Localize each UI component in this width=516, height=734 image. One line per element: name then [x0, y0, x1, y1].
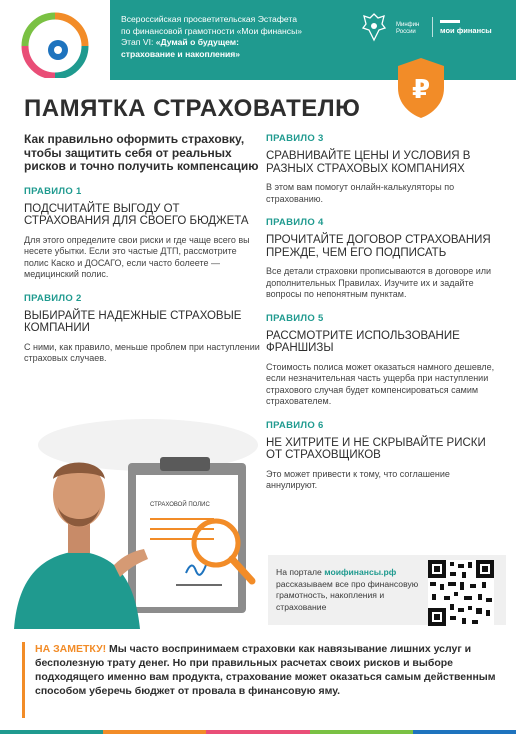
page-title: ПАМЯТКА СТРАХОВАТЕЛЮ	[24, 95, 361, 122]
left-column	[24, 133, 260, 377]
rule-1	[24, 186, 260, 281]
stage-label: Этап VI:	[121, 37, 156, 47]
rule-label: ПРАВИЛО 4	[266, 217, 324, 228]
portal-text	[276, 567, 426, 613]
rule-3	[266, 133, 502, 205]
rule-text: Стоимость полиса может оказаться намного дешевле, если незначительная часть ущерба при наступлении страхового случая будет компенсироваться самим страхователем.	[266, 361, 495, 406]
portal-rest: рассказываем все про финансовую грамотность, накопления и страхование	[276, 578, 419, 612]
rule-heading: НЕ ХИТРИТЕ И НЕ СКРЫВАЙТЕ РИСКИ ОТ СТРАХОВЩИКОВ	[266, 436, 486, 461]
rule-2	[24, 293, 260, 365]
rule-label: ПРАВИЛО 6	[266, 419, 324, 431]
rule-heading: ПРОЧИТАЙТЕ ДОГОВОР СТРАХОВАНИЯ ПРЕЖДЕ, ЧЕМ ЕГО ПОДПИСАТЬ	[266, 234, 491, 259]
coat-of-arms-icon	[362, 12, 386, 42]
portal-prefix: На портале	[276, 567, 325, 577]
qr-code-icon[interactable]	[428, 560, 494, 626]
ruble-shield-icon	[396, 56, 446, 120]
note-callout	[22, 642, 500, 718]
rule-label: ПРАВИЛО 3	[266, 133, 324, 144]
rule-text: В этом вам помогут онлайн-калькуляторы по страхованию.	[266, 182, 455, 204]
footer-color-strip	[0, 730, 516, 734]
rule-heading: РАССМОТРИТЕ ИСПОЛЬЗОВАНИЕ ФРАНШИЗЫ	[266, 329, 460, 354]
rule-label: ПРАВИЛО 2	[24, 292, 82, 304]
stage-title2: страхование и накопления»	[121, 48, 241, 59]
rule-6	[266, 420, 502, 492]
intro-text: Как правильно оформить страховку, чтобы защитить себя от реальных рисков и точно получить компенсацию	[24, 132, 259, 173]
note-mark: НА ЗАМЕТКУ!	[35, 643, 107, 655]
rule-text: С ними, как правило, меньше проблем при наступлении страховых случаев.	[24, 341, 260, 363]
rule-heading: ВЫБИРАЙТЕ НАДЕЖНЫЕ СТРАХОВЫЕ КОМПАНИИ	[24, 309, 242, 334]
rule-4	[266, 217, 502, 301]
header-divider	[432, 17, 433, 37]
header-stage	[121, 37, 336, 49]
rule-5	[266, 313, 502, 408]
svg-text:₽: ₽	[411, 75, 431, 105]
rule-heading: ПОДСЧИТАЙТЕ ВЫГОДУ ОТ СТРАХОВАНИЯ ДЛЯ СВОЕГО БЮДЖЕТА	[24, 202, 249, 227]
minfin-label: Минфин России	[396, 22, 420, 35]
rule-heading: СРАВНИВАЙТЕ ЦЕНЫ И УСЛОВИЯ В РАЗНЫХ СТРАХОВЫХ КОМПАНИЯХ	[266, 150, 471, 175]
rule-text: Для этого определите свои риски и где чаще всего вы несете убытки. Если это частые ДТП, рассмотрите полис Каско и ДОСАГО, если часто болеете — медицинский полис.	[24, 234, 250, 279]
portal-link[interactable]: моифинансы.рф	[324, 567, 397, 577]
rule-label: ПРАВИЛО 1	[24, 185, 82, 197]
stage-title: «Думай о будущем:	[155, 37, 239, 47]
note-text	[35, 642, 500, 698]
header-line2: по финансовой грамотности «Мои финансы»	[121, 25, 303, 36]
moifin-label: мои финансы	[440, 26, 492, 35]
moifin-bar-icon	[440, 20, 460, 23]
note-body: Мы часто воспринимаем страховки как навязывание лишних услуг и бесполезную трату денег. Но при правильных расчетах своих рисков и выборе подходящего именно вам продукта, страхование может оказаться самым действенным способом уберечь бюджет от провала в финансовую яму.	[35, 643, 496, 697]
header-line1: Всероссийская просветительская Эстафета	[121, 14, 298, 24]
rule-label: ПРАВИЛО 5	[266, 312, 324, 324]
relay-logo-icon	[6, 6, 104, 78]
policy-label: СТРАХОВОЙ ПОЛИС	[150, 502, 210, 508]
right-column	[266, 133, 502, 504]
rule-text: Это может привести к тому, что соглашение аннулируют.	[266, 468, 450, 490]
header-text	[121, 14, 336, 60]
rule-text: Все детали страховки прописываются в договоре или дополнительных Правилах. Изучите их и задайте вопросы по непонятным пунктам.	[266, 266, 492, 299]
man-with-policy-illustration	[8, 405, 270, 629]
moifin-logo	[440, 20, 506, 35]
